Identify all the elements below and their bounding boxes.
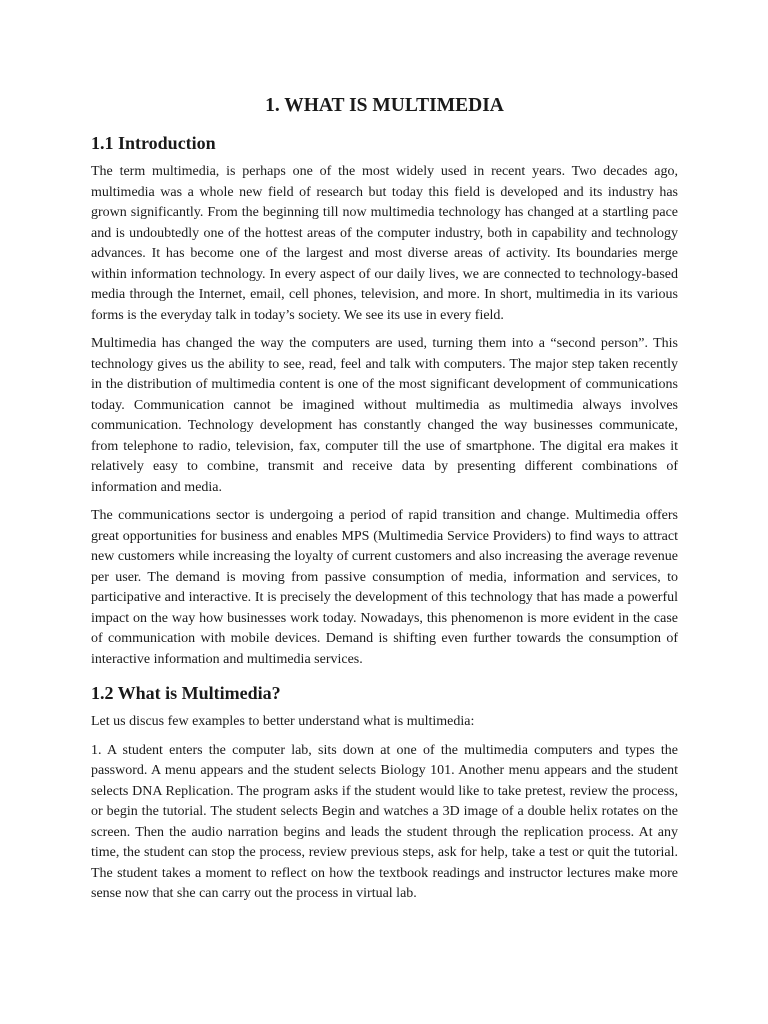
document-page [91,92,678,913]
paragraph: The term multimedia, is perhaps one of the most widely used in recent years. Two decades ago, multimedia was a whole new field of research but today this field is developed and its industry has grown significantly. From the beginning till now multimedia technology has changed at a startling pace and is undoubtedly one of the hottest areas of the computer industry, both in capability and technology advances. It has become one of the largest and most diverse areas of activity. Its boundaries merge within information technology. In every aspect of our daily lives, we are connected to technology-based media through the Internet, email, cell phones, television, and more. In short, multimedia in its various forms is the everyday talk in today’s society. We see its use in every field. [91,164,678,323]
paragraph: Multimedia has changed the way the computers are used, turning them into a “second person”. This technology gives us the ability to see, read, feel and talk with computers. The major step taken recently in the distribution of multimedia content is one of the most significant development of communications today. Communication cannot be imagined without multimedia as multimedia always involves communication. Technology development has constantly changed the way businesses communicate, from telephone to radio, television, fax, computer till the use of smartphone. The digital era makes it relatively easy to combine, transmit and receive data by presenting different combinations of information and media. [91,336,678,495]
paragraph: The communications sector is undergoing a period of rapid transition and change. Multimedia offers great opportunities for business and enables MPS (Multimedia Service Providers) to find ways to attract new customers while increasing the loyalty of current customers and also increasing the average revenue per user. The demand is moving from passive consumption of media, information and services, to participative and interactive. It is precisely the development of this technology that has made a powerful impact on the way how businesses work today. Nowadays, this phenomenon is more evident in the case of communication with mobile devices. Demand is shifting even further towards the consumption of interactive information and multimedia services. [91,508,679,667]
paragraph: 1. A student enters the computer lab, sits down at one of the multimedia computers and types the password. A menu appears and the student selects Biology 101. Another menu appears and the student selects DNA Replication. The program asks if the student would like to take pretest, review the process, or begin the tutorial. The student selects Begin and watches a 3D image of a double helix rotates on the screen. Then the audio narration begins and leads the student through the replication process. At any time, the student can stop the process, review previous steps, ask for help, take a test or quit the tutorial. The student takes a moment to reflect on how the textbook readings and instructor lectures make more sense now that she can carry out the process in virtual lab. [91,742,678,901]
chapter-title: 1. WHAT IS MULTIMEDIA [265,95,504,116]
section-heading-introduction: 1.1 Introduction [91,133,216,153]
paragraph: Let us discus few examples to better understand what is multimedia: [91,714,475,729]
section-heading-what-is-multimedia: 1.2 What is Multimedia? [91,683,281,703]
